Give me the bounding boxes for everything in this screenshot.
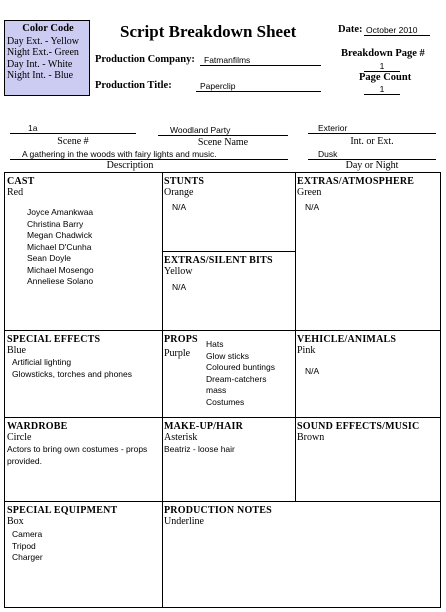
extras-silent-color: Yellow [164, 266, 193, 277]
cast-member: Joyce Amankwaa [27, 207, 94, 217]
breakdown-page-label: Breakdown Page # [341, 48, 425, 59]
stunts-item: N/A [172, 202, 187, 212]
extras-atmosphere-title: EXTRAS/ATMOSPHERE [297, 176, 415, 187]
special-effects-color: Blue [7, 345, 26, 356]
color-code-line: Day Int. - White [7, 58, 73, 70]
wardrobe-text: Actors to bring own costumes - props provided. [7, 444, 148, 466]
cast-section[interactable] [7, 176, 157, 288]
cast-title: CAST [7, 176, 35, 187]
cast-color: Red [7, 187, 24, 198]
props-item: mass [206, 385, 227, 395]
props-color: Purple [164, 348, 191, 359]
breakdown-page-field[interactable]: 1 [364, 61, 400, 72]
extras-silent-title: EXTRAS/SILENT BITS [164, 255, 273, 266]
props-item: Hats [206, 339, 224, 349]
extras-silent-item: N/A [172, 282, 187, 292]
color-code-line: Day Ext. - Yellow [7, 35, 79, 47]
special-equipment-item: Charger [12, 552, 43, 562]
production-title-label: Production Title: [95, 80, 172, 91]
production-company-label: Production Company: [95, 54, 195, 65]
vehicle-animals-item: N/A [305, 366, 320, 376]
page-count-field[interactable]: 1 [364, 84, 400, 95]
color-code-line: Night Ext.- Green [7, 47, 79, 58]
scene-name-caption: Scene Name [197, 137, 249, 148]
special-effects-title: SPECIAL EFFECTS [7, 334, 101, 345]
props-item: Costumes [206, 396, 245, 407]
production-notes-color: Underline [164, 516, 204, 527]
vehicle-animals-section[interactable] [297, 334, 437, 378]
stunts-title: STUNTS [164, 176, 205, 187]
stunts-color: Orange [164, 187, 194, 198]
description-caption: Description [106, 160, 154, 171]
special-effects-item: Artificial lighting [12, 357, 72, 367]
production-notes-section[interactable] [164, 505, 434, 527]
special-equipment-title: SPECIAL EQUIPMENT [7, 505, 118, 516]
color-code-legend [4, 20, 90, 96]
vehicle-animals-color: Pink [297, 345, 316, 356]
stunts-section[interactable] [164, 176, 292, 214]
extras-atmosphere-item: N/A [305, 202, 320, 212]
production-notes-title: PRODUCTION NOTES [164, 505, 272, 516]
makeup-hair-text: Beatriz - loose hair [164, 444, 235, 454]
props-title: PROPS [164, 334, 198, 345]
makeup-hair-section[interactable] [164, 421, 292, 456]
makeup-hair-color: Asterisk [164, 432, 198, 443]
wardrobe-title: WARDROBE [7, 421, 68, 432]
special-equipment-section[interactable] [7, 505, 159, 564]
description-field[interactable]: A gathering in the woods with fairy lights and music. [10, 149, 288, 160]
special-effects-section[interactable] [7, 334, 159, 380]
special-equipment-item: Camera [12, 529, 43, 539]
sound-music-section[interactable] [297, 421, 439, 443]
cast-member: Michael Mosengo [27, 264, 94, 275]
extras-atmosphere-section[interactable] [297, 176, 437, 214]
int-ext-caption: Int. or Ext. [350, 136, 394, 147]
props-item: Coloured buntings [206, 362, 275, 372]
extras-atmosphere-color: Green [297, 187, 322, 198]
wardrobe-section[interactable] [7, 421, 159, 467]
int-ext-field[interactable]: Exterior [308, 123, 436, 134]
wardrobe-color: Circle [7, 432, 32, 443]
scene-number-field[interactable]: 1a [10, 123, 136, 134]
day-night-caption: Day or Night [345, 160, 399, 171]
sound-music-color: Brown [297, 432, 325, 443]
special-equipment-color: Box [7, 516, 24, 527]
color-code-line: Night Int. - Blue [7, 70, 74, 81]
cast-member: Anneliese Solano [27, 276, 94, 286]
makeup-hair-title: MAKE-UP/HAIR [164, 421, 244, 432]
props-item: Dream-catchers [206, 373, 267, 384]
sheet-title: Script Breakdown Sheet [120, 22, 297, 41]
cast-member: Michael D'Cunha [27, 241, 92, 252]
page-count-label: Page Count [359, 72, 412, 83]
scene-number-caption: Scene # [57, 136, 89, 147]
cast-member: Sean Doyle [27, 253, 71, 263]
day-night-field[interactable]: Dusk [308, 149, 436, 160]
production-company-field[interactable]: Fatmanfilms [200, 55, 321, 66]
vehicle-animals-title: VEHICLE/ANIMALS [297, 334, 397, 345]
color-code-title: Color Code [22, 23, 74, 34]
special-effects-item: Glowsticks, torches and phones [12, 368, 133, 379]
sound-music-title: SOUND EFFECTS/MUSIC [297, 421, 420, 432]
scene-name-field[interactable]: Woodland Party [158, 125, 288, 136]
cast-member: Christina Barry [27, 218, 84, 229]
extras-silent-section[interactable] [164, 255, 292, 294]
special-equipment-item: Tripod [12, 540, 36, 551]
date-label: Date: [338, 24, 363, 35]
date-field[interactable]: October 2010 [364, 25, 430, 36]
breakdown-grid [4, 172, 441, 608]
props-item: Glow sticks [206, 350, 249, 361]
cast-member: Megan Chadwick [27, 230, 93, 240]
production-title-field[interactable]: Paperclip [196, 81, 321, 92]
